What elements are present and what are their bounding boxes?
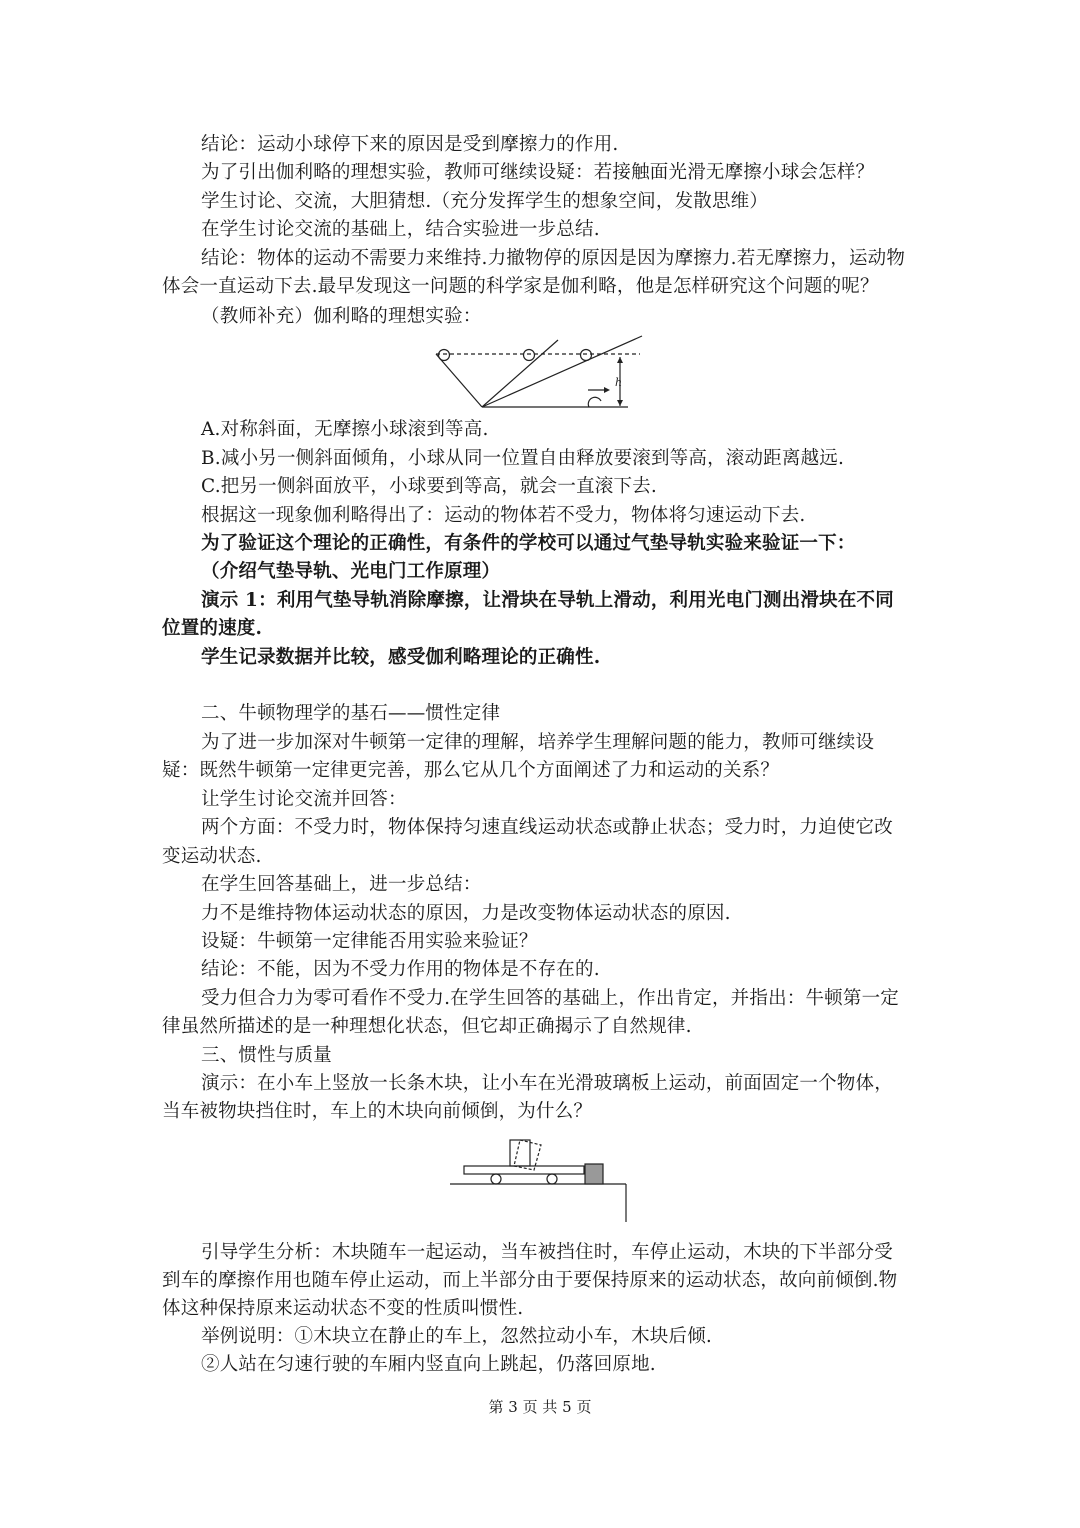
paragraph-line: 演示：在小车上竖放一长条木块，让小车在光滑玻璃板上运动，前面固定一个物体， <box>201 1073 893 1094</box>
left-incline <box>436 354 482 407</box>
section-heading: 二、牛顿物理学的基石——惯性定律 <box>201 703 501 724</box>
paragraph-line: （介绍气垫导轨、光电门工作原理） <box>201 561 501 582</box>
paragraph-line: 根据这一现象伽利略得出了：运动的物体若不受力，物体将匀速运动下去. <box>201 505 806 526</box>
paragraph-line: 让学生讨论交流并回答： <box>201 789 407 810</box>
paragraph-line: 变运动状态. <box>162 846 262 867</box>
paragraph-line: 在学生讨论交流的基础上，结合实验进一步总结. <box>201 219 600 240</box>
paragraph-line: 受力但合力为零可看作不受力.在学生回答的基础上，作出肯定，并指出：牛顿第一定 <box>201 988 899 1009</box>
paragraph-line: （教师补充）伽利略的理想实验： <box>201 306 482 327</box>
paragraph-line: B.减小另一侧斜面倾角，小球从同一位置自由释放要滚到等高，滚动距离越远. <box>201 448 845 469</box>
ball-steep <box>524 350 535 361</box>
paragraph-line: 体会一直运动下去.最早发现这一问题的科学家是伽利略，他是怎样研究这个问题的呢？ <box>162 276 879 297</box>
ball-start <box>439 350 450 361</box>
cart-block-figure <box>448 1134 634 1226</box>
paragraph-line: 设疑：牛顿第一定律能否用实验来验证？ <box>201 931 538 952</box>
paragraph-line: 结论：物体的运动不需要力来维持.力撤物停的原因是因为摩擦力.若无摩擦力，运动物 <box>201 248 906 269</box>
paragraph-line: 当车被物块挡住时，车上的木块向前倾倒，为什么？ <box>162 1101 593 1122</box>
paragraph-line: 体这种保持原来运动状态不变的性质叫惯性. <box>162 1298 524 1319</box>
paragraph-line: C.把另一侧斜面放平，小球要到等高，就会一直滚下去. <box>201 476 657 497</box>
page-footer: 第 3 页 共 5 页 <box>488 1398 592 1416</box>
paragraph-line: 为了进一步加深对牛顿第一定律的理解，培养学生理解问题的能力，教师可继续设 <box>201 732 875 753</box>
shallow-incline <box>482 336 642 407</box>
paragraph-line: 学生讨论、交流，大胆猜想.（充分发挥学生的想象空间，发散思维） <box>201 191 769 212</box>
cart-wheel-right <box>547 1174 557 1184</box>
paragraph-line: 结论：不能，因为不受力作用的物体是不存在的. <box>201 959 600 980</box>
paragraph-line: 学生记录数据并比较，感受伽利略理论的正确性. <box>201 647 601 668</box>
paragraph-line: 为了引出伽利略的理想实验，教师可继续设疑：若接触面光滑无摩擦小球会怎样？ <box>201 162 875 183</box>
paragraph-line: A.对称斜面，无摩擦小球滚到等高. <box>201 419 489 440</box>
cart-wheel-left <box>491 1174 501 1184</box>
height-label: h <box>615 376 623 389</box>
paragraph-line: 力不是维持物体运动状态的原因，力是改变物体运动状态的原因. <box>201 903 731 924</box>
paragraph-line: 到车的摩擦作用也随车停止运动，而上半部分由于要保持原来的运动状态，故向前倾倒.物 <box>162 1270 898 1291</box>
paragraph-line: 两个方面：不受力时，物体保持匀速直线运动状态或静止状态；受力时，力迫使它改 <box>201 817 893 838</box>
paragraph-line: 为了验证这个理论的正确性，有条件的学校可以通过气垫导轨实验来验证一下： <box>201 533 856 554</box>
stopper-block <box>585 1164 603 1184</box>
paragraph-line: ②人站在匀速行驶的车厢内竖直向上跳起，仍落回原地. <box>201 1354 656 1375</box>
paragraph-line: 律虽然所描述的是一种理想化状态，但它却正确揭示了自然规律. <box>162 1016 692 1037</box>
galileo-ideal-experiment-figure <box>430 330 650 412</box>
paragraph-line: 引导学生分析：木块随车一起运动，当车被挡住时，车停止运动，木块的下半部分受 <box>201 1242 893 1263</box>
paragraph-line: 位置的速度. <box>162 618 263 639</box>
wooden-block <box>510 1140 530 1166</box>
section-heading: 三、惯性与质量 <box>201 1045 332 1066</box>
paragraph-line: 疑：既然牛顿第一定律更完善，那么它从几个方面阐述了力和运动的关系？ <box>162 760 780 781</box>
ball-ground <box>588 397 601 407</box>
ball-shallow <box>581 350 592 361</box>
paragraph-line: 演示 1：利用气垫导轨消除摩擦，让滑块在导轨上滑动，利用光电门测出滑块在不同 <box>201 590 894 611</box>
motion-arrowhead <box>604 387 610 393</box>
paragraph-line: 在学生回答基础上，进一步总结： <box>201 874 482 895</box>
paragraph-line: 举例说明：①木块立在静止的车上，忽然拉动小车，木块后倾. <box>201 1326 712 1347</box>
steep-incline <box>482 340 558 407</box>
paragraph-line: 结论：运动小球停下来的原因是受到摩擦力的作用. <box>201 134 619 155</box>
cart-body <box>464 1166 584 1174</box>
